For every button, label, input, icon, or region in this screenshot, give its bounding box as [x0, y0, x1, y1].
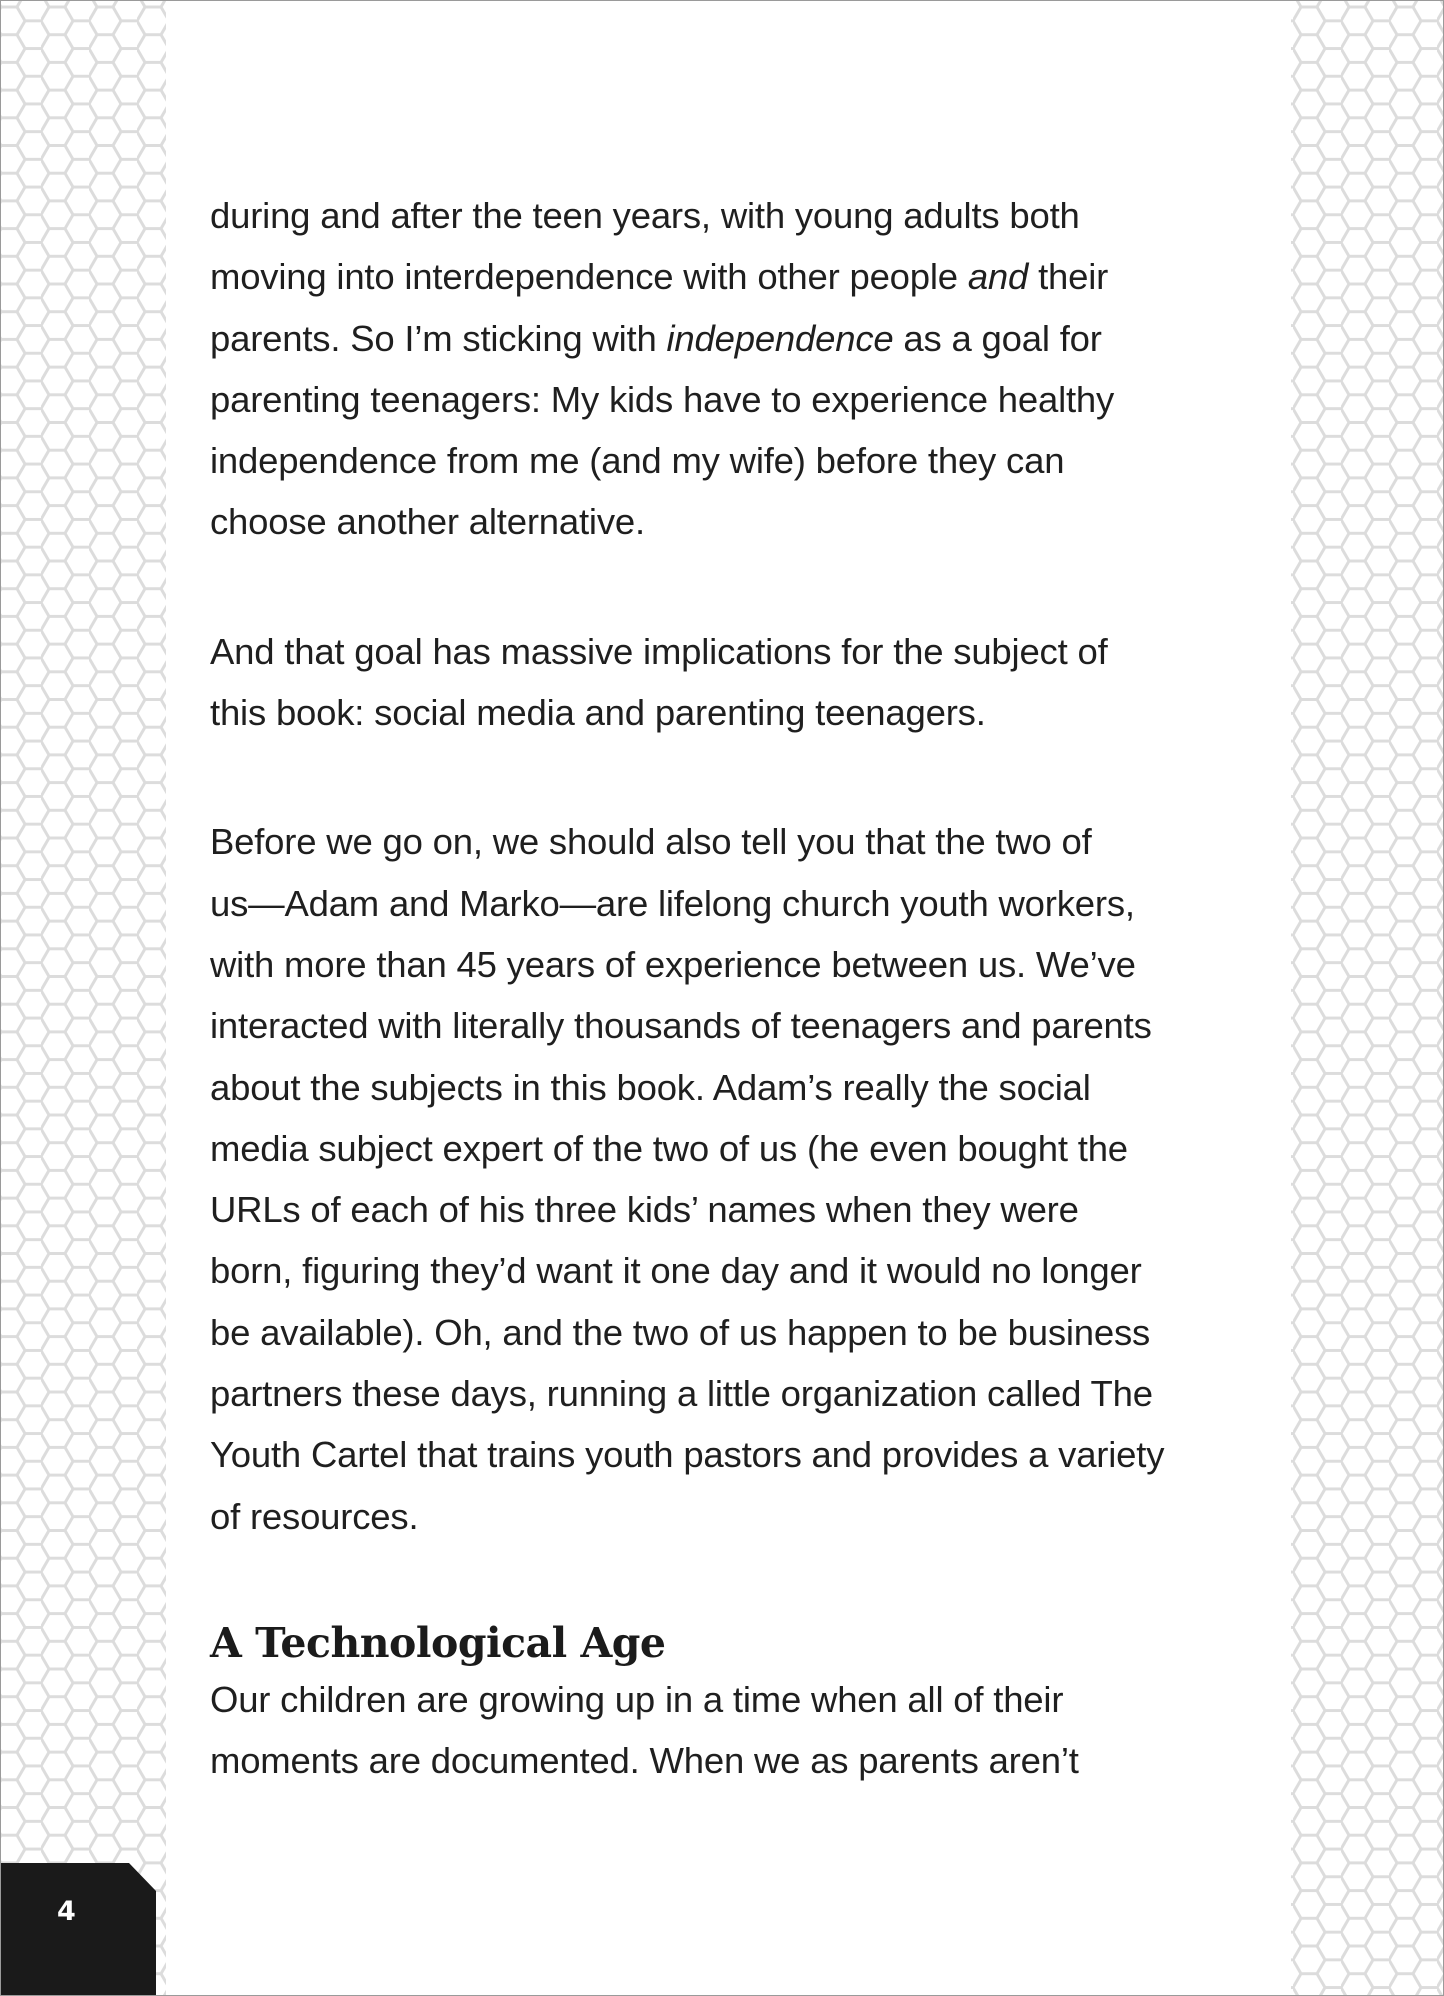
- body-text: [210, 185, 1230, 1792]
- text-line: URLs of each of his three kids’ names when they were: [210, 1189, 1079, 1231]
- text-line: moving into interdependence with other people and their: [210, 256, 1109, 298]
- text-line: be available). Oh, and the two of us happen to be business: [210, 1311, 1151, 1353]
- text-line: us—Adam and Marko—are lifelong church youth workers,: [210, 882, 1135, 924]
- text-line: born, figuring they’d want it one day and it would no longer: [210, 1250, 1142, 1292]
- paragraph: [210, 185, 1230, 553]
- honeycomb-pattern-right: [1291, 1, 1443, 1995]
- text-line: media subject expert of the two of us (he even bought the: [210, 1127, 1128, 1169]
- text-line: of resources.: [210, 1495, 419, 1537]
- text-line: independence from me (and my wife) before they can: [210, 440, 1065, 482]
- text-line: Youth Cartel that trains youth pastors and provides a variety: [210, 1434, 1165, 1476]
- text-line: moments are documented. When we as parents aren’t: [210, 1740, 1079, 1782]
- emphasis: and: [967, 256, 1029, 298]
- text-line: parenting teenagers: My kids have to experience healthy: [210, 378, 1115, 420]
- paragraph: [210, 621, 1230, 744]
- text-line: Our children are growing up in a time when all of their: [210, 1678, 1064, 1720]
- text-line: Before we go on, we should also tell you that the two of: [210, 821, 1092, 863]
- text-line: during and after the teen years, with young adults both: [210, 195, 1080, 236]
- text-line: partners these days, running a little organization called The: [210, 1373, 1153, 1415]
- text-line: And that goal has massive implications for the subject of: [210, 630, 1108, 672]
- paragraph: [210, 1669, 1230, 1792]
- page-number-tab-icon: [1, 1863, 156, 1995]
- paragraph: [210, 811, 1230, 1547]
- text-line: with more than 45 years of experience between us. We’ve: [210, 943, 1136, 985]
- text-line: about the subjects in this book. Adam’s really the social: [210, 1066, 1091, 1108]
- section-heading: A Technological Age: [210, 1618, 666, 1667]
- honeycomb-pattern-left: [1, 1, 166, 1995]
- text-line: choose another alternative.: [210, 501, 645, 543]
- text-line: this book: social media and parenting teenagers.: [210, 692, 986, 734]
- text-line: parents. So I’m sticking with independence as a goal for: [210, 317, 1102, 359]
- page-number: 4: [57, 1896, 76, 1927]
- emphasis: independence: [666, 317, 894, 359]
- text-line: interacted with literally thousands of teenagers and parents: [210, 1005, 1152, 1047]
